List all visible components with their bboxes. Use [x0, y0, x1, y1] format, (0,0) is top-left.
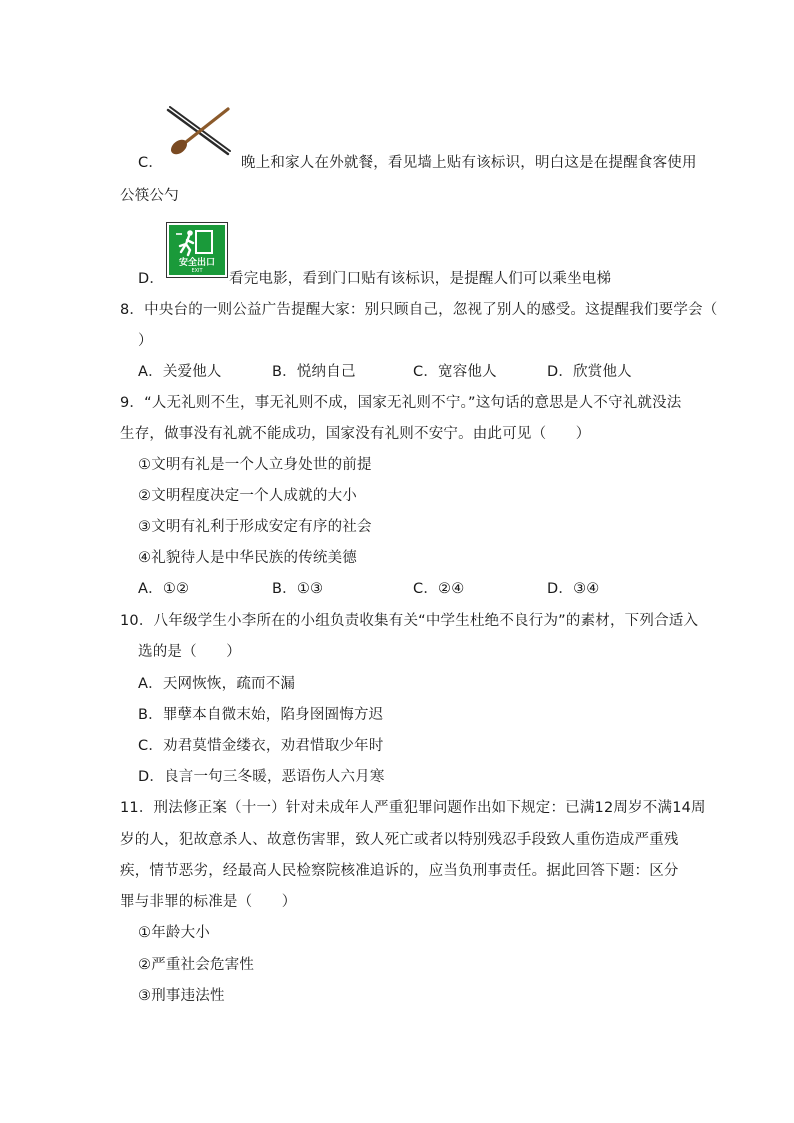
q7-option-c-label: C．: [138, 155, 164, 171]
q8-stem-line1: 8．中央台的一则公益广告提醒大家：别只顾自己，忽视了别人的感受。这提醒我们要学会（: [120, 302, 718, 318]
q11-stem-line3: 疾，情节恶劣，经最高人民检察院核准追诉的，应当负刑事责任。据此回答下题：区分: [120, 863, 679, 879]
q9-option-d: D．③④: [547, 581, 600, 597]
q10-option-c: C．劝君莫惜金缕衣，劝君惜取少年时: [138, 738, 384, 754]
q9-item-2: ②文明程度决定一个人成就的大小: [138, 488, 357, 504]
q9-item-1: ①文明有礼是一个人立身处世的前提: [138, 457, 372, 473]
q10-option-b: B．罪孽本自微末始，陷身囹圄悔方迟: [138, 707, 384, 723]
q8-option-b: B．悦纳自己: [272, 364, 356, 380]
q11-item-3: ③刑事违法性: [138, 988, 225, 1004]
q11-stem-line1: 11．刑法修正案（十一）针对未成年人严重犯罪问题作出如下规定：已满12周岁不满14周: [120, 800, 706, 816]
q10-stem-line1: 10．八年级学生小李所在的小组负责收集有关“中学生杜绝不良行为”的素材，下列合适入: [120, 613, 699, 629]
q11-stem-line2: 岁的人，犯故意杀人、故意伤害罪，致人死亡或者以特别残忍手段致人重伤造成严重残: [120, 832, 679, 848]
q10-option-d: D．良言一句三冬暖，恶语伤人六月寒: [138, 769, 385, 785]
q8-option-c: C．宽容他人: [413, 364, 497, 380]
q7-option-d-label: D．: [138, 271, 165, 287]
exit-sign-text: 安全出口: [178, 258, 215, 268]
q9-option-b: B．①③: [272, 581, 324, 597]
q9-item-4: ④礼貌待人是中华民族的传统美德: [138, 550, 357, 566]
q11-item-2: ②严重社会危害性: [138, 957, 255, 973]
q10-stem-line2: 选的是（ ）: [138, 644, 241, 660]
q9-item-3: ③文明有礼利于形成安定有序的社会: [138, 519, 372, 535]
q11-item-1: ①年龄大小: [138, 925, 210, 941]
q7-option-c-text-cont: 公筷公勺: [120, 188, 179, 204]
q9-stem-line2: 生存，做事没有礼就不能成功，国家没有礼则不安宁。由此可见（ ）: [120, 426, 591, 442]
q9-option-a: A．①②: [138, 581, 190, 597]
q7-option-d-text: 看完电影，看到门口贴有该标识，是提醒人们可以乘坐电梯: [229, 271, 612, 287]
q7-option-c-text: 晚上和家人在外就餐，看见墙上贴有该标识，明白这是在提醒食客使用: [241, 155, 697, 171]
exit-sign-sub: EXIT: [191, 268, 203, 274]
q8-option-a: A．关爱他人: [138, 364, 222, 380]
q9-option-c: C．②④: [413, 581, 465, 597]
q8-option-d: D．欣赏他人: [547, 364, 632, 380]
q8-stem-line2: ）: [138, 333, 153, 349]
q10-option-a: A．天网恢恢，疏而不漏: [138, 676, 296, 692]
emergency-exit-icon: [166, 222, 228, 278]
chopsticks-spoon-icon: [166, 106, 232, 158]
q9-stem-line1: 9．“人无礼则不生，事无礼则不成，国家无礼则不宁。”这句话的意思是人不守礼就没法: [120, 395, 682, 411]
q11-stem-line4: 罪与非罪的标准是（ ）: [120, 894, 297, 910]
